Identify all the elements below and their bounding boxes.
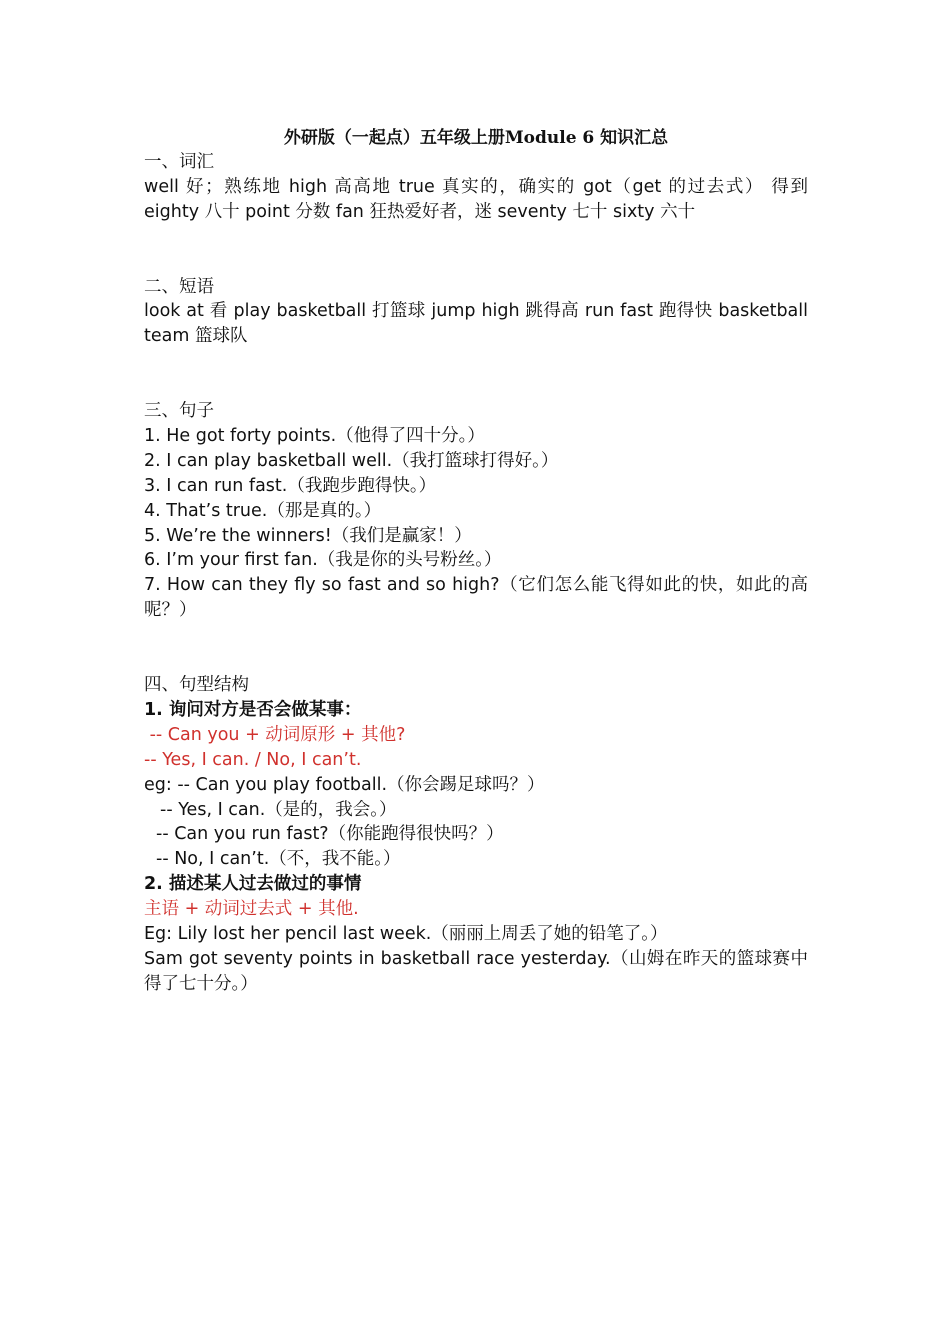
structure-1-example: -- Yes, I can.（是的，我会。） bbox=[160, 799, 397, 820]
sentence-item: 7. How can they fly so fast and so high?（它们怎么能飞得如此的快，如此的高呢？） bbox=[144, 575, 808, 621]
sentence-item: 6. I’m your first fan.（我是你的头号粉丝。） bbox=[144, 550, 502, 571]
structure-2-example: Eg: Lily lost her pencil last week.（丽丽上周丢了她的铅笔了。） bbox=[144, 924, 668, 945]
section-heading-sentences: 三、句子 bbox=[144, 401, 214, 422]
structure-1-example: eg: -- Can you play football.（你会踢足球吗？） bbox=[144, 774, 545, 795]
spacer bbox=[144, 225, 808, 275]
section-heading-structures: 四、句型结构 bbox=[144, 674, 249, 695]
section-heading-vocabulary: 一、词汇 bbox=[144, 152, 214, 172]
structure-1-example: -- No, I can’t.（不，我不能。） bbox=[156, 849, 401, 870]
sentence-item: 2. I can play basketball well.（我打篮球打得好。） bbox=[144, 450, 559, 471]
structure-2-pattern: 主语 + 动词过去式 + 其他. bbox=[144, 899, 359, 920]
sentence-item: 3. I can run fast.（我跑步跑得快。） bbox=[144, 475, 437, 496]
document-title: 外研版（一起点）五年级上册Module 6 知识汇总 bbox=[283, 128, 669, 148]
structure-1-example: -- Can you run fast?（你能跑得很快吗？） bbox=[156, 824, 504, 845]
section-heading-phrases: 二、短语 bbox=[144, 276, 214, 297]
phrase-list: look at 看 play basketball 打篮球 jump high 跳得高 run fast 跑得快 basketball team 篮球队 bbox=[144, 301, 808, 347]
spacer bbox=[144, 349, 808, 399]
structure-2-title: 2. 描述某人过去做过的事情 bbox=[144, 874, 362, 895]
sentence-item: 5. We’re the winners!（我们是赢家！） bbox=[144, 525, 472, 546]
structure-1-question-pattern: -- Can you + 动词原形 + 其他? bbox=[144, 724, 406, 745]
sentence-item: 1. He got forty points.（他得了四十分。） bbox=[144, 425, 485, 446]
document-page bbox=[144, 126, 808, 997]
sentence-item: 4. That’s true.（那是真的。） bbox=[144, 500, 382, 521]
vocabulary-list: well 好；熟练地 high 高高地 true 真实的，确实的 got（get 的过去式） 得到 eighty 八十 point 分数 fan 狂热爱好者，迷 seventy 七十 sixty 六十 bbox=[144, 176, 808, 222]
structure-2-example: Sam got seventy points in basketball race yesterday.（山姆在昨天的篮球赛中得了七十分。） bbox=[144, 948, 808, 994]
structure-1-answer-pattern: -- Yes, I can. / No, I can’t. bbox=[144, 749, 362, 770]
spacer bbox=[144, 623, 808, 673]
structure-1-title: 1. 询问对方是否会做某事： bbox=[144, 699, 362, 720]
